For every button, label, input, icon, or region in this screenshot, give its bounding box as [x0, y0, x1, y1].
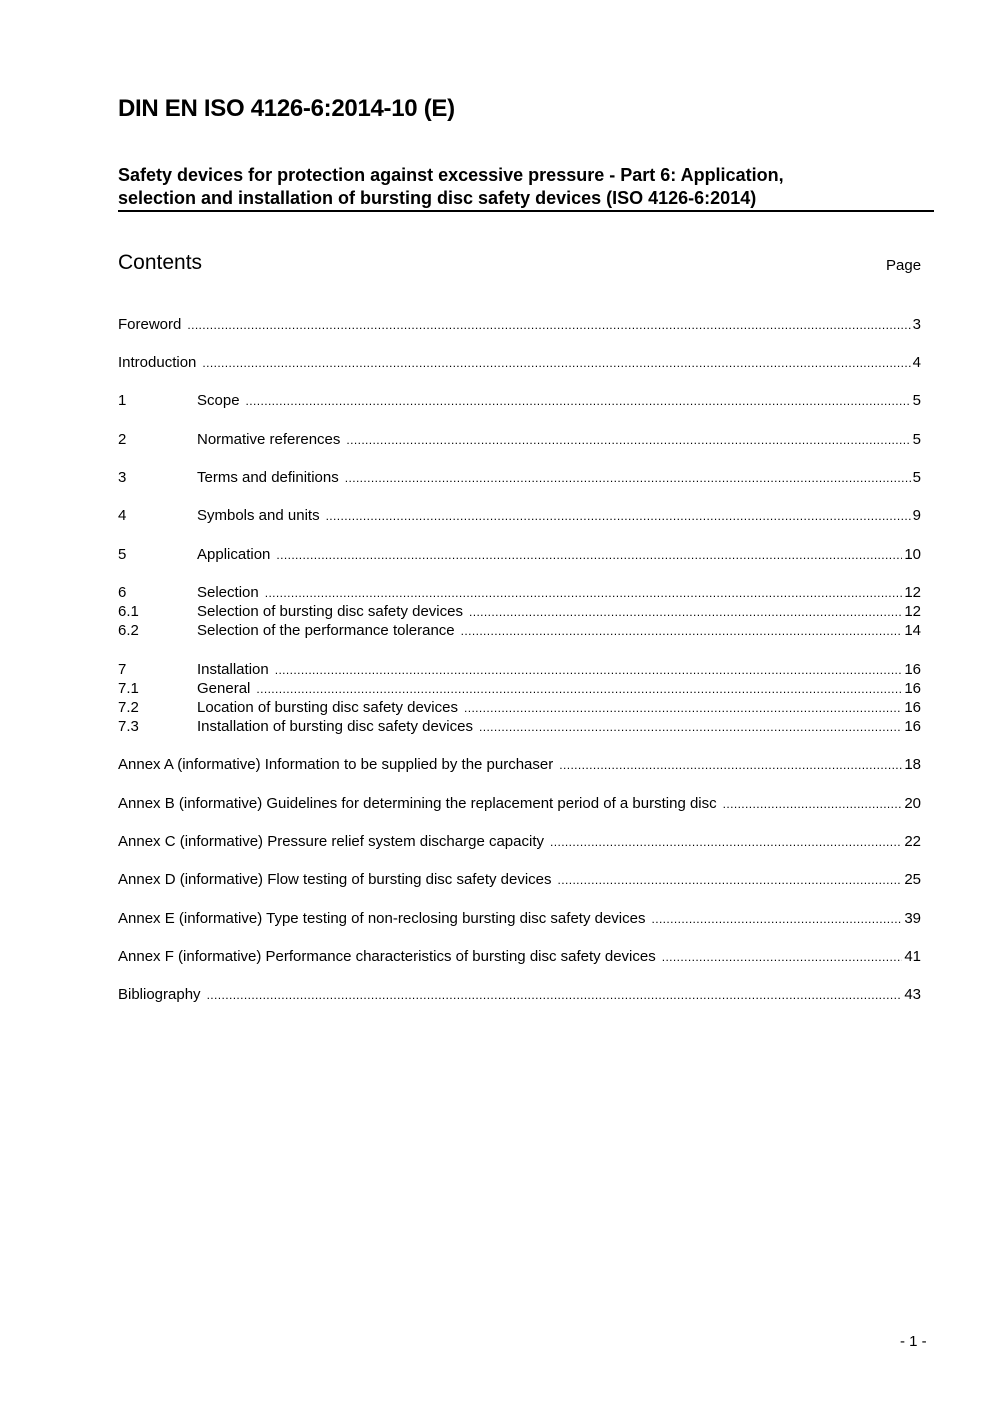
- toc-entry-page: 4: [912, 354, 921, 371]
- toc-leader-dots: [256, 680, 902, 699]
- toc-entry-page: 16: [904, 699, 921, 716]
- toc-entry-6-1[interactable]: [118, 602, 921, 622]
- toc-entry-6-2[interactable]: [118, 621, 921, 641]
- toc-entry-number: 7.2: [118, 699, 139, 716]
- toc-entry-7-1[interactable]: [118, 679, 921, 699]
- toc-entry-page: 10: [904, 546, 921, 563]
- toc-entry-annex-c[interactable]: [118, 832, 921, 852]
- toc-entry-number: 7: [118, 661, 127, 678]
- toc-entry-number: 5: [118, 546, 127, 563]
- toc-entry-title: Foreword: [118, 316, 182, 333]
- toc-entry-page: 5: [912, 469, 921, 486]
- toc-entry-title: Annex B (informative) Guidelines for determining the replacement period of a bursting disc: [118, 795, 717, 812]
- toc-entry-title: Bibliography: [118, 986, 201, 1003]
- toc-entry-7-2[interactable]: [118, 698, 921, 718]
- toc-entry-5[interactable]: [118, 545, 921, 565]
- document-id: DIN EN ISO 4126-6:2014-10 (E): [118, 95, 455, 122]
- toc-entry-page: 39: [904, 910, 921, 927]
- toc-leader-dots: [550, 833, 902, 852]
- toc-leader-dots: [469, 603, 902, 622]
- toc-entry-page: 25: [904, 871, 921, 888]
- toc-entry-page: 14: [904, 622, 921, 639]
- toc-entry-title: Selection of the performance tolerance: [197, 622, 455, 639]
- toc-leader-dots: [464, 699, 902, 718]
- toc-leader-dots: [479, 718, 902, 737]
- toc-leader-dots: [723, 795, 903, 814]
- toc-entry-7-3[interactable]: [118, 717, 921, 737]
- page-column-heading: Page: [886, 257, 922, 274]
- toc-entry-4[interactable]: [118, 506, 921, 526]
- toc-entry-title: Location of bursting disc safety devices: [197, 699, 458, 716]
- toc-entry-number: 4: [118, 507, 127, 524]
- toc-leader-dots: [461, 622, 903, 641]
- document-title-line-2: selection and installation of bursting disc safety devices (ISO 4126-6:2014): [118, 188, 757, 208]
- toc-entry-page: 16: [904, 718, 921, 735]
- toc-entry-title: Terms and definitions: [197, 469, 339, 486]
- toc-entry-title: General: [197, 680, 251, 697]
- toc-entry-title: Selection of bursting disc safety devices: [197, 603, 463, 620]
- toc-entry-annex-b[interactable]: [118, 794, 921, 814]
- toc-entry-page: 22: [904, 833, 921, 850]
- toc-entry-title: Introduction: [118, 354, 197, 371]
- toc-entry-title: Annex F (informative) Performance characteristics of bursting disc safety devices: [118, 948, 656, 965]
- toc-leader-dots: [207, 986, 903, 1005]
- toc-entry-number: 6.1: [118, 603, 139, 620]
- toc-entry-number: 3: [118, 469, 127, 486]
- toc-leader-dots: [265, 584, 903, 603]
- contents-heading: Contents: [118, 251, 203, 274]
- toc-entry-page: 5: [912, 392, 921, 409]
- toc-entry-page: 18: [904, 756, 921, 773]
- toc-leader-dots: [559, 756, 902, 775]
- toc-leader-dots: [202, 354, 910, 373]
- toc-entry-7[interactable]: [118, 660, 921, 680]
- toc-entry-title: Installation of bursting disc safety devices: [197, 718, 473, 735]
- toc-entry-number: 6.2: [118, 622, 139, 639]
- toc-entry-page: 16: [904, 680, 921, 697]
- title-underline: [118, 210, 934, 212]
- toc-leader-dots: [662, 948, 903, 967]
- toc-entry-annex-e[interactable]: [118, 909, 921, 929]
- toc-entry-1[interactable]: [118, 391, 921, 411]
- toc-leader-dots: [187, 316, 910, 335]
- toc-entry-page: 3: [912, 316, 921, 333]
- toc-entry-page: 20: [904, 795, 921, 812]
- toc-entry-number: 6: [118, 584, 127, 601]
- toc-entry-3[interactable]: [118, 468, 921, 488]
- toc-entry-annex-d[interactable]: [118, 870, 921, 890]
- toc-entry-page: 12: [904, 584, 921, 601]
- toc-entry-annex-a[interactable]: [118, 755, 921, 775]
- toc-leader-dots: [275, 661, 903, 680]
- toc-entry-title: Annex C (informative) Pressure relief system discharge capacity: [118, 833, 544, 850]
- toc-entry-title: Annex A (informative) Information to be supplied by the purchaser: [118, 756, 554, 773]
- toc-leader-dots: [276, 546, 902, 565]
- toc-entry-title: Normative references: [197, 431, 341, 448]
- toc-entry-number: 7.1: [118, 680, 139, 697]
- toc-entry-title: Symbols and units: [197, 507, 320, 524]
- page-number: - 1 -: [900, 1333, 927, 1350]
- toc-entry-title: Selection: [197, 584, 259, 601]
- toc-entry-title: Application: [197, 546, 271, 563]
- toc-leader-dots: [326, 507, 911, 526]
- toc-entry-page: 9: [912, 507, 921, 524]
- toc-entry-number: 1: [118, 392, 127, 409]
- toc-entry-page: 5: [912, 431, 921, 448]
- toc-entry-page: 16: [904, 661, 921, 678]
- toc-entry-page: 41: [904, 948, 921, 965]
- toc-entry-page: 43: [904, 986, 921, 1003]
- toc-entry-introduction[interactable]: [118, 353, 921, 373]
- toc-entry-title: Installation: [197, 661, 269, 678]
- toc-entry-2[interactable]: [118, 430, 921, 450]
- toc-entry-annex-f[interactable]: [118, 947, 921, 967]
- toc-entry-title: Annex D (informative) Flow testing of bursting disc safety devices: [118, 871, 552, 888]
- document-title-line-1: Safety devices for protection against excessive pressure - Part 6: Application,: [118, 165, 784, 185]
- toc-entry-title: Scope: [197, 392, 240, 409]
- toc-entry-title: Annex E (informative) Type testing of non-reclosing bursting disc safety devices: [118, 910, 646, 927]
- toc-leader-dots: [558, 871, 903, 890]
- toc-entry-page: 12: [904, 603, 921, 620]
- toc-leader-dots: [346, 431, 910, 450]
- toc-entry-foreword[interactable]: [118, 315, 921, 335]
- toc-leader-dots: [651, 910, 902, 929]
- toc-entry-number: 7.3: [118, 718, 139, 735]
- toc-leader-dots: [246, 392, 911, 411]
- toc-leader-dots: [345, 469, 911, 488]
- document-title: [118, 164, 933, 210]
- toc-entry-6[interactable]: [118, 583, 921, 603]
- toc-entry-number: 2: [118, 431, 127, 448]
- toc-entry-bibliography[interactable]: [118, 985, 921, 1005]
